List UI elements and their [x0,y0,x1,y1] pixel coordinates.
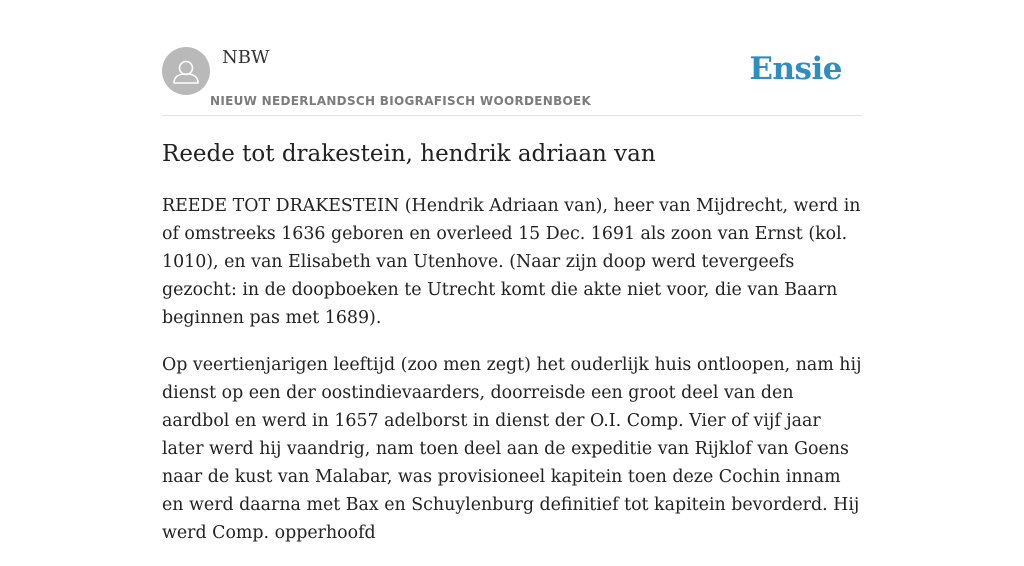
source-header [162,0,862,116]
user-icon[interactable] [162,47,210,95]
article-paragraph: Op veertienjarigen leeftijd (zoo men zegt) het ouderlijk huis ontloopen, nam hij dienst op een der oostindievaarders, doorreisde een groot deel van den aardbol en werd in 1657 adelborst in dienst der O.I. Comp. Vier of vijf jaar later werd hij vaandrig, nam toen deel aan de expeditie van Rijklof van Goens naar de kust van Malabar, was provisioneel kapitein toen deze Cochin innam en werd daarna met Bax en Schuylenburg definitief tot kapitein bevorderd. Hij werd Comp. opperhoofd [162,355,862,543]
article-body [162,192,862,566]
source-subtitle: NIEUW NEDERLANDSCH BIOGRAFISCH WOORDENBOEK [210,94,592,108]
content-container [162,0,862,543]
source-name[interactable]: NBW [222,47,270,68]
ensie-logo[interactable]: Ensie [749,51,842,87]
article-title: Reede tot drakestein, hendrik adriaan van [162,141,656,167]
article-paragraph: REEDE TOT DRAKESTEIN (Hendrik Adriaan van), heer van Mijdrecht, werd in of omstreeks 1636 geboren en overleed 15 Dec. 1691 als zoon van Ernst (kol. 1010), en van Elisabeth van Utenhove. (Naar zijn doop werd tevergeefs gezocht: in de doopboeken te Utrecht komt die akte niet voor, die van Baarn beginnen pas met 1689). [162,196,861,328]
